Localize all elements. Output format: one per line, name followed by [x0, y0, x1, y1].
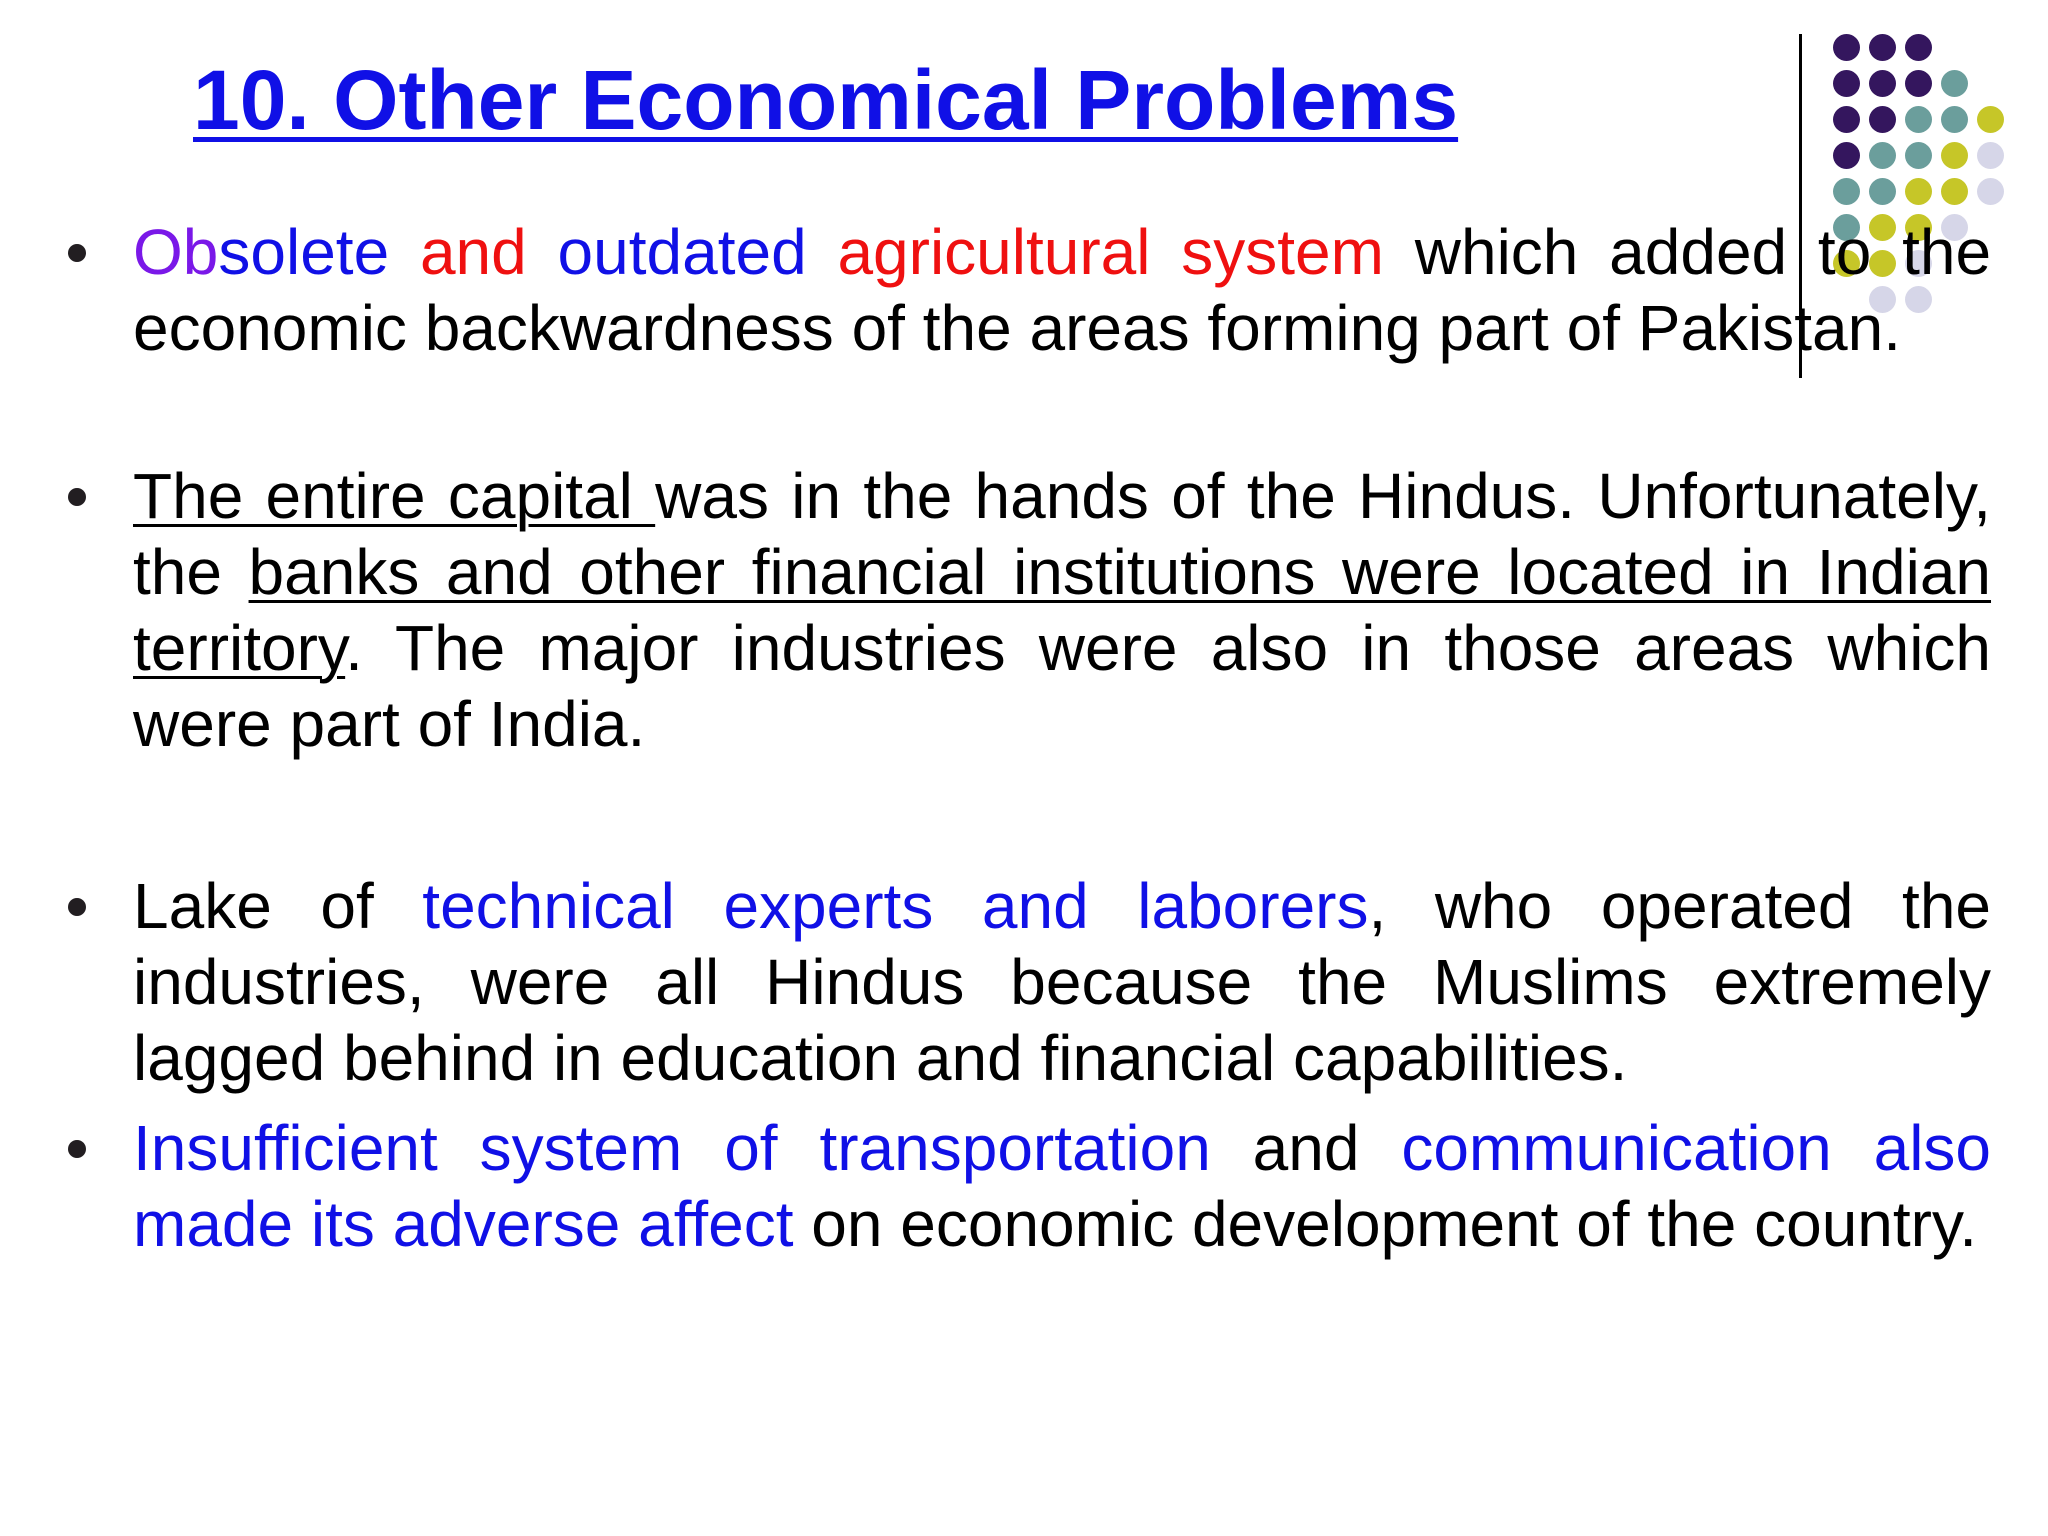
decorative-dot [1905, 34, 1932, 61]
decorative-dot [1869, 70, 1896, 97]
bullet-item-1 [58, 214, 1991, 366]
text-run: on economic development of the country. [793, 1188, 1977, 1260]
decorative-dot [1905, 70, 1932, 97]
text-run: Insufficient system of transportation [133, 1112, 1211, 1184]
decorative-dot [1941, 142, 1968, 169]
decorative-dot [1905, 142, 1932, 169]
slide-title: 10. Other Economical Problems [193, 53, 1459, 147]
decorative-dot [1977, 106, 2004, 133]
decorative-dot [1905, 106, 1932, 133]
text-run: Ob [133, 216, 219, 288]
decorative-dot [1941, 178, 1968, 205]
text-run: technical experts and laborers [422, 870, 1369, 942]
text-run: solete [218, 216, 420, 288]
text-run: was in the hands of the Hindus. Unfortunately, the [133, 460, 1992, 608]
bullet-text-4 [133, 1112, 1991, 1260]
text-run: and [419, 216, 558, 288]
decorative-dot [1905, 178, 1932, 205]
decorative-dot [1977, 142, 2004, 169]
text-run: outdated [557, 216, 838, 288]
decorative-dot [1869, 142, 1896, 169]
decorative-dot [1869, 106, 1896, 133]
text-run: The entire capital [133, 460, 656, 532]
bullet-text-2 [133, 460, 1991, 760]
decorative-dot [1941, 106, 1968, 133]
bullet-text-3 [133, 870, 1991, 1094]
bullet-item-3 [58, 868, 1991, 1096]
text-run: . The major industries were also in those areas which were part of India. [133, 612, 1991, 760]
text-run: communication also made its adverse affect [133, 1112, 1992, 1260]
decorative-dot [1833, 34, 1860, 61]
text-run: which added to the economic backwardness of the areas forming part of Pakistan. [133, 216, 1992, 364]
decorative-dot [1941, 70, 1968, 97]
text-run: agricultural system [837, 216, 1384, 288]
text-run: Lake of [133, 870, 423, 942]
bullet-item-4 [58, 1110, 1991, 1262]
decorative-dot [1833, 70, 1860, 97]
decorative-dot [1833, 106, 1860, 133]
decorative-dot [1977, 178, 2004, 205]
decorative-dot [1869, 178, 1896, 205]
decorative-dot [1869, 34, 1896, 61]
text-run: and [1210, 1112, 1402, 1184]
bullet-text-1 [133, 216, 1991, 364]
decorative-dot [1833, 178, 1860, 205]
text-run: , who operated the industries, were all Hindus because the Muslims extremely lagged behind in education and financial capabilities. [133, 870, 1992, 1094]
text-run: banks and other financial institutions were located in Indian territory [133, 536, 1992, 684]
bullet-item-2 [58, 458, 1991, 762]
decorative-dot [1833, 142, 1860, 169]
